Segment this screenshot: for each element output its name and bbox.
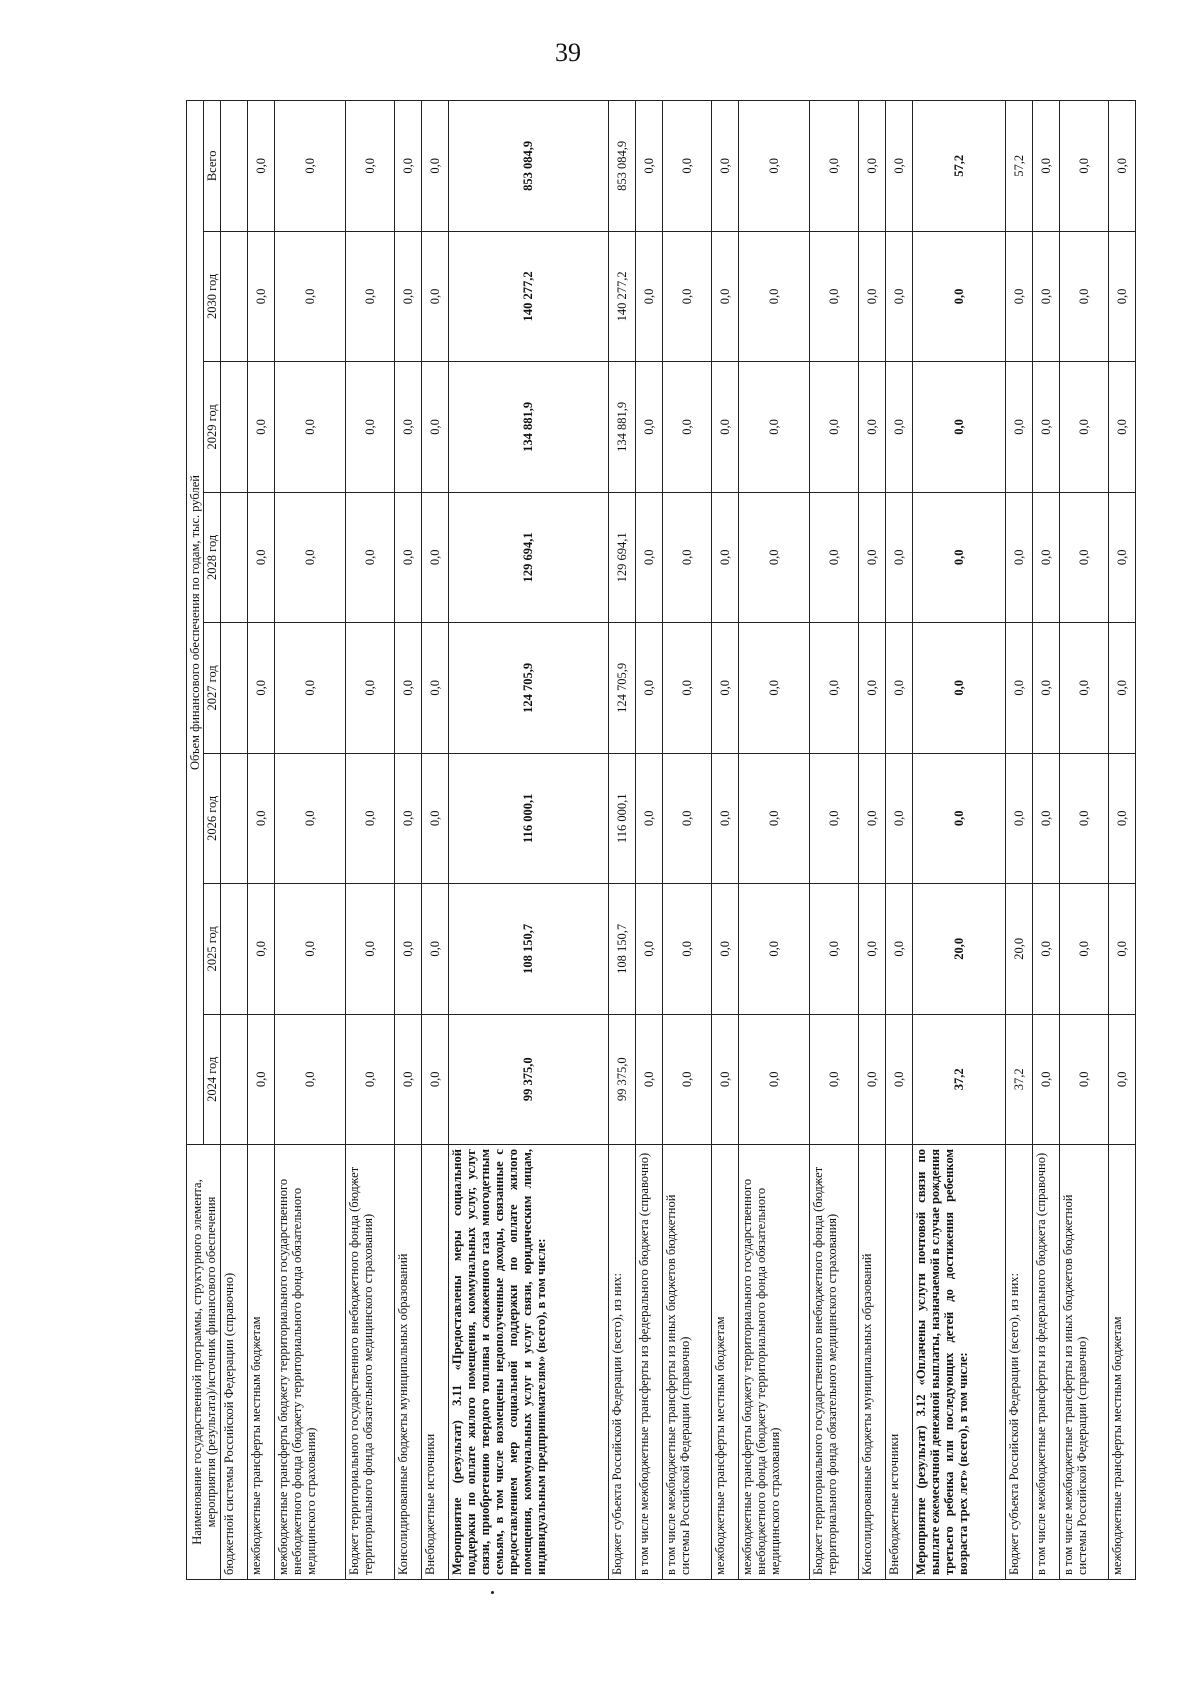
year-value-cell: 0,0 [1006,623,1033,753]
year-value-cell: 0,0 [1059,1014,1108,1144]
row-label: межбюджетные трансферты местным бюджетам [711,1145,738,1580]
year-value-cell: 0,0 [809,753,858,883]
year-value-cell: 0,0 [274,1014,345,1144]
year-value-cell: 0,0 [662,492,711,622]
table-row [711,101,738,1580]
year-header: 2029 год [204,362,221,492]
year-value-cell: 0,0 [711,623,738,753]
table-row [395,101,422,1580]
year-value-cell: 129 694,1 [448,492,608,622]
year-value-cell: 0,0 [711,884,738,1014]
total-cell: 0,0 [635,101,662,232]
table-row [247,101,274,1580]
table-row [1108,101,1135,1580]
year-value-cell: 0,0 [885,623,912,753]
year-value-cell: 0,0 [274,362,345,492]
total-cell: 0,0 [711,101,738,232]
year-value-cell [221,623,248,753]
year-value-cell: 0,0 [635,884,662,1014]
year-header: 2028 год [204,492,221,622]
year-value-cell: 0,0 [1059,753,1108,883]
year-value-cell: 0,0 [247,362,274,492]
year-value-cell: 0,0 [1108,884,1135,1014]
year-value-cell: 0,0 [1059,362,1108,492]
year-value-cell: 0,0 [809,492,858,622]
year-value-cell: 0,0 [422,884,449,1014]
table-row [858,101,885,1580]
year-value-cell: 99 375,0 [448,1014,608,1144]
year-value-cell: 0,0 [395,884,422,1014]
table-row [738,101,809,1580]
year-value-cell: 0,0 [247,753,274,883]
year-value-cell: 0,0 [1032,1014,1059,1144]
row-label: Бюджет субъекта Российской Федерации (всего), из них: [608,1145,635,1580]
row-label: в том числе межбюджетные трансферты из федерального бюджета (справочно) [635,1145,662,1580]
row-label: Консолидированные бюджеты муниципальных образований [858,1145,885,1580]
year-value-cell: 0,0 [274,231,345,361]
scan-speck [491,1591,494,1594]
total-cell: 0,0 [885,101,912,232]
table-row [448,101,608,1580]
year-value-cell: 0,0 [1006,231,1033,361]
year-value-cell: 134 881,9 [448,362,608,492]
year-value-cell: 0,0 [858,492,885,622]
year-value-cell: 0,0 [247,492,274,622]
table-row [635,101,662,1580]
total-cell: 57,2 [912,101,1005,232]
year-value-cell: 0,0 [738,623,809,753]
table-row [1059,101,1108,1580]
year-value-cell: 0,0 [346,1014,395,1144]
volume-group-header: Объем финансового обеспечения по годам, тыс. рублей [187,101,204,1145]
year-value-cell: 0,0 [635,492,662,622]
row-label: Консолидированные бюджеты муниципальных образований [395,1145,422,1580]
row-label: в том числе межбюджетные трансферты из иных бюджетов бюджетной системы Российской Федерации (справочно) [1059,1145,1108,1580]
year-value-cell [221,884,248,1014]
year-value-cell: 0,0 [1108,231,1135,361]
year-value-cell: 124 705,9 [448,623,608,753]
year-value-cell: 0,0 [662,362,711,492]
year-value-cell: 0,0 [635,362,662,492]
year-value-cell: 37,2 [1006,1014,1033,1144]
table-row [221,101,248,1580]
financing-table [186,100,1136,1580]
table-row [274,101,345,1580]
year-value-cell: 0,0 [809,1014,858,1144]
year-value-cell: 0,0 [346,362,395,492]
year-value-cell: 140 277,2 [608,231,635,361]
year-value-cell: 0,0 [738,231,809,361]
year-value-cell: 0,0 [422,231,449,361]
year-value-cell: 37,2 [912,1014,1005,1144]
year-value-cell: 0,0 [912,623,1005,753]
year-value-cell: 0,0 [395,492,422,622]
year-value-cell: 0,0 [1108,753,1135,883]
year-value-cell [221,492,248,622]
year-value-cell: 0,0 [711,492,738,622]
year-value-cell [221,231,248,361]
year-value-cell: 0,0 [274,492,345,622]
year-value-cell: 0,0 [809,231,858,361]
row-label: межбюджетные трансферты местным бюджетам [1108,1145,1135,1580]
year-value-cell [221,362,248,492]
year-value-cell: 0,0 [662,884,711,1014]
total-cell: 0,0 [1059,101,1108,232]
year-value-cell: 0,0 [422,492,449,622]
year-value-cell: 0,0 [1032,362,1059,492]
year-value-cell [221,753,248,883]
table-row [885,101,912,1580]
year-value-cell: 0,0 [662,1014,711,1144]
total-cell: 0,0 [1032,101,1059,232]
year-value-cell: 0,0 [1006,753,1033,883]
year-value-cell: 116 000,1 [608,753,635,883]
table-row [1006,101,1033,1580]
row-label: Мероприятие (результат) 3.12 «Оплачены услуги почтовой связи по выплате ежемесячной денежной выплаты, назначаемой в случае рождения третьего ребенка или последующих детей до достижения ребенком возраста трех лет» (всего), в том числе: [912,1145,1005,1580]
year-value-cell: 0,0 [912,362,1005,492]
row-label: Бюджет субъекта Российской Федерации (всего), из них: [1006,1145,1033,1580]
year-value-cell: 0,0 [809,362,858,492]
row-label: Внебюджетные источники [422,1145,449,1580]
year-value-cell: 0,0 [635,231,662,361]
year-value-cell: 0,0 [422,1014,449,1144]
year-header: 2030 год [204,231,221,361]
row-label: межбюджетные трансферты бюджету территориального государственного внебюджетного фонда (бюджету территориального фонда обязательного медицинского страхования) [274,1145,345,1580]
year-value-cell: 0,0 [885,1014,912,1144]
total-header: Всего [204,101,221,232]
total-cell: 0,0 [247,101,274,232]
year-value-cell: 0,0 [274,884,345,1014]
row-label: Внебюджетные источники [885,1145,912,1580]
total-cell [221,101,248,232]
year-value-cell: 20,0 [1006,884,1033,1014]
table-row [912,101,1005,1580]
year-value-cell: 0,0 [635,1014,662,1144]
year-header: 2027 год [204,623,221,753]
year-value-cell: 0,0 [858,1014,885,1144]
year-value-cell: 0,0 [1032,884,1059,1014]
total-cell: 0,0 [395,101,422,232]
table-body [221,101,1136,1580]
year-value-cell: 0,0 [738,753,809,883]
row-label: Бюджет территориального государственного внебюджетного фонда (бюджет территориального фонда обязательного медицинского страхования) [809,1145,858,1580]
year-value-cell: 0,0 [738,492,809,622]
year-value-cell: 0,0 [912,753,1005,883]
total-cell: 0,0 [1108,101,1135,232]
year-value-cell: 0,0 [247,231,274,361]
year-value-cell: 0,0 [346,623,395,753]
year-value-cell: 0,0 [738,362,809,492]
year-value-cell: 0,0 [635,753,662,883]
year-value-cell: 0,0 [858,362,885,492]
row-label: в том числе межбюджетные трансферты из федерального бюджета (справочно) [1032,1145,1059,1580]
year-value-cell: 0,0 [662,231,711,361]
year-value-cell: 0,0 [885,753,912,883]
year-value-cell: 0,0 [738,1014,809,1144]
year-value-cell: 0,0 [885,884,912,1014]
year-value-cell: 0,0 [346,753,395,883]
year-value-cell: 0,0 [422,623,449,753]
total-cell: 0,0 [858,101,885,232]
row-label: межбюджетные трансферты бюджету территориального государственного внебюджетного фонда (бюджету территориального фонда обязательного медицинского страхования) [738,1145,809,1580]
year-value-cell: 99 375,0 [608,1014,635,1144]
year-value-cell: 0,0 [711,1014,738,1144]
year-value-cell: 0,0 [662,753,711,883]
year-value-cell: 0,0 [809,623,858,753]
table-row [422,101,449,1580]
year-header: 2024 год [204,1014,221,1144]
total-cell: 0,0 [662,101,711,232]
name-column-header: Наименование государственной программы, структурного элемента, мероприятия (результата)/источник финансового обеспечения [187,1145,221,1580]
total-cell: 0,0 [422,101,449,232]
table-row [809,101,858,1580]
year-value-cell: 0,0 [858,884,885,1014]
year-value-cell: 0,0 [1108,362,1135,492]
year-value-cell: 0,0 [274,753,345,883]
year-value-cell: 0,0 [395,1014,422,1144]
year-value-cell: 0,0 [885,492,912,622]
year-value-cell: 0,0 [1108,623,1135,753]
table-row [346,101,395,1580]
year-value-cell: 116 000,1 [448,753,608,883]
row-label: Мероприятие (результат) 3.11 «Предоставлены меры социальной поддержки по оплате жилого помещения, коммунальных услуг, услуг связи, приобретению твердого топлива и сжиженного газа многодетным семьям, в том числе возмещены недополученные доходы, связанные с предоставлением мер социальной поддержки по оплате жилого помещения, коммунальных услуг и услуг связи, юридическим лицам, индивидуальным предпринимателям» (всего), в том числе: [448,1145,608,1580]
total-cell: 57,2 [1006,101,1033,232]
total-cell: 0,0 [738,101,809,232]
year-value-cell: 0,0 [809,884,858,1014]
year-value-cell: 140 277,2 [448,231,608,361]
year-value-cell: 0,0 [1059,623,1108,753]
year-value-cell: 124 705,9 [608,623,635,753]
year-value-cell: 0,0 [1032,753,1059,883]
year-value-cell: 0,0 [346,884,395,1014]
year-value-cell: 0,0 [711,362,738,492]
year-value-cell: 0,0 [395,753,422,883]
year-value-cell: 0,0 [422,753,449,883]
year-value-cell: 0,0 [274,623,345,753]
year-value-cell: 0,0 [885,231,912,361]
year-value-cell: 0,0 [662,623,711,753]
year-value-cell: 0,0 [247,1014,274,1144]
year-value-cell: 0,0 [912,231,1005,361]
year-value-cell: 0,0 [885,362,912,492]
total-cell: 853 084,9 [448,101,608,232]
year-value-cell: 129 694,1 [608,492,635,622]
table-row [1032,101,1059,1580]
year-value-cell: 0,0 [1006,492,1033,622]
row-label: в том числе межбюджетные трансферты из иных бюджетов бюджетной системы Российской Федерации (справочно) [662,1145,711,1580]
total-cell: 0,0 [274,101,345,232]
year-value-cell: 0,0 [1006,362,1033,492]
year-value-cell [221,1014,248,1144]
year-value-cell: 108 150,7 [448,884,608,1014]
total-cell: 0,0 [346,101,395,232]
year-value-cell: 0,0 [247,623,274,753]
year-value-cell: 0,0 [1059,492,1108,622]
year-header: 2026 год [204,753,221,883]
total-cell: 0,0 [809,101,858,232]
year-value-cell: 0,0 [395,623,422,753]
table-header [187,101,221,1580]
year-value-cell: 0,0 [247,884,274,1014]
year-value-cell: 0,0 [711,231,738,361]
year-value-cell: 0,0 [912,492,1005,622]
year-value-cell: 108 150,7 [608,884,635,1014]
year-value-cell: 0,0 [635,623,662,753]
year-value-cell: 0,0 [1032,231,1059,361]
year-value-cell: 0,0 [858,623,885,753]
year-value-cell: 0,0 [1032,492,1059,622]
year-value-cell: 0,0 [1108,1014,1135,1144]
page-number: 39 [555,38,581,67]
year-value-cell: 0,0 [395,362,422,492]
year-value-cell: 0,0 [395,231,422,361]
year-value-cell: 0,0 [1032,623,1059,753]
row-label: межбюджетные трансферты местным бюджетам [247,1145,274,1580]
year-value-cell: 0,0 [422,362,449,492]
row-label: бюджетной системы Российской Федерации (справочно) [221,1145,248,1580]
year-value-cell: 134 881,9 [608,362,635,492]
table-row [608,101,635,1580]
table-row [662,101,711,1580]
year-value-cell: 0,0 [1108,492,1135,622]
total-cell: 853 084,9 [608,101,635,232]
year-value-cell: 0,0 [711,753,738,883]
year-value-cell: 0,0 [1059,231,1108,361]
year-header: 2025 год [204,884,221,1014]
year-value-cell: 0,0 [858,753,885,883]
year-value-cell: 0,0 [1059,884,1108,1014]
year-value-cell: 0,0 [346,231,395,361]
year-value-cell: 0,0 [738,884,809,1014]
year-value-cell: 20,0 [912,884,1005,1014]
year-value-cell: 0,0 [858,231,885,361]
row-label: Бюджет территориального государственного внебюджетного фонда (бюджет территориального фонда обязательного медицинского страхования) [346,1145,395,1580]
year-value-cell: 0,0 [346,492,395,622]
rotated-table-wrapper [186,100,1136,1580]
